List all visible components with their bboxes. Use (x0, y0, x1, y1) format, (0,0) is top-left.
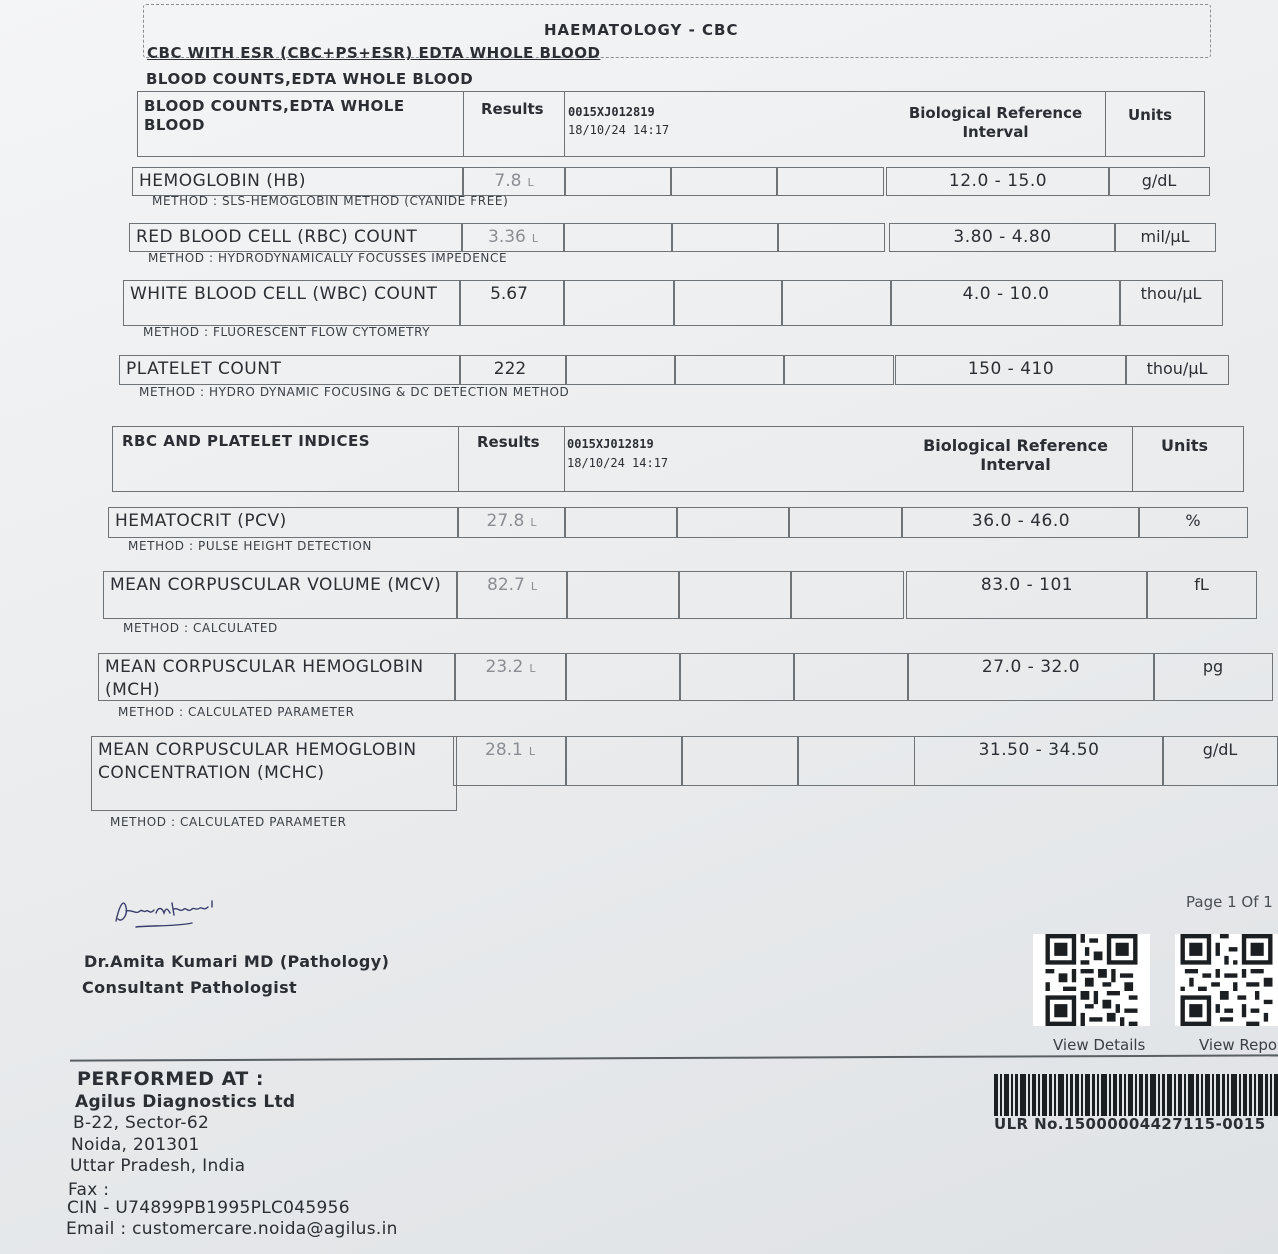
table-row (108, 507, 1248, 538)
unit: mil/µL (1114, 223, 1216, 252)
method-text: METHOD : CALCULATED (123, 621, 278, 635)
result-value: 222 (459, 355, 567, 385)
empty-cell (563, 223, 673, 252)
reference-interval: 27.0 - 32.0 (907, 653, 1155, 701)
lab-name: Agilus Diagnostics Ltd (75, 1092, 296, 1112)
reference-interval: 83.0 - 101 (906, 571, 1148, 619)
fax-line: Fax : (68, 1180, 110, 1200)
table1-header-units: Units (1128, 106, 1173, 124)
reference-interval: 150 - 410 (895, 355, 1127, 385)
test-name: WHITE BLOOD CELL (WBC) COUNT (123, 280, 461, 326)
table-row (129, 223, 1216, 252)
table-row (132, 167, 1212, 196)
doctor-role: Consultant Pathologist (82, 978, 298, 997)
unit: fL (1146, 571, 1257, 619)
result-value: 5.67 (459, 280, 565, 326)
table2-header-name: RBC AND PLATELET INDICES (122, 432, 371, 450)
test-name: PLATELET COUNT (119, 355, 461, 385)
table2-header-units: Units (1161, 436, 1209, 455)
result-value: 3.36 L (461, 223, 565, 252)
page-number: Page 1 Of 1 (1186, 893, 1273, 911)
empty-cell (565, 736, 683, 786)
doctor-name: Dr.Amita Kumari MD (Pathology) (84, 952, 390, 971)
method-text: METHOD : HYDRODYNAMICALLY FOCUSSES IMPEDENCE (148, 251, 508, 265)
empty-cell (781, 280, 891, 326)
empty-cell (777, 223, 885, 252)
table1-header-results: Results (481, 100, 544, 118)
section-title: HAEMATOLOGY - CBC (544, 21, 739, 39)
reference-interval: 4.0 - 10.0 (891, 280, 1121, 326)
empty-cell (793, 653, 909, 701)
test-name: HEMOGLOBIN (HB) (132, 167, 464, 196)
empty-cell (670, 167, 778, 196)
unit: pg (1153, 653, 1273, 701)
footer-divider (70, 1054, 1278, 1061)
reference-interval: 3.80 - 4.80 (889, 223, 1116, 252)
unit: g/dL (1108, 167, 1210, 196)
empty-cell (790, 571, 904, 619)
unit: g/dL (1162, 736, 1278, 786)
barcode-image (994, 1074, 1278, 1116)
unit: % (1138, 507, 1248, 538)
address-line-1: B-22, Sector-62 (73, 1113, 210, 1133)
table2-sample-id: 0015XJ012819 (567, 437, 654, 451)
table-row (103, 571, 1257, 619)
qr-code-view-report[interactable] (1175, 934, 1278, 1026)
result-value: 82.7 L (456, 571, 568, 619)
empty-cell (681, 736, 799, 786)
table2-header (112, 426, 1244, 492)
empty-cell (783, 355, 894, 385)
table2-sample-date: 18/10/24 14:17 (567, 456, 669, 470)
reference-interval: 31.50 - 34.50 (914, 736, 1164, 786)
method-text: METHOD : SLS-HEMOGLOBIN METHOD (CYANIDE FREE) (152, 194, 509, 208)
test-title: CBC WITH ESR (CBC+PS+ESR) EDTA WHOLE BLOOD (147, 44, 601, 62)
empty-cell (564, 507, 678, 538)
qr-caption-view-details[interactable]: View Details (1053, 1036, 1146, 1054)
test-name: MEAN CORPUSCULAR HEMOGLOBIN (MCH) (98, 653, 456, 701)
result-value: 28.1 L (453, 736, 567, 786)
empty-cell (566, 571, 680, 619)
table-row (91, 736, 1278, 811)
qr-caption-view-report[interactable]: View Repo (1199, 1036, 1278, 1054)
empty-cell (565, 653, 681, 701)
table1-header (137, 91, 1205, 157)
unit: thou/µL (1125, 355, 1229, 385)
empty-cell (797, 736, 915, 786)
empty-cell (673, 280, 783, 326)
method-text: METHOD : PULSE HEIGHT DETECTION (128, 539, 372, 553)
table-row (98, 653, 1273, 701)
empty-cell (671, 223, 779, 252)
sub-title: BLOOD COUNTS,EDTA WHOLE BLOOD (146, 70, 474, 88)
empty-cell (674, 355, 785, 385)
empty-cell (678, 571, 792, 619)
reference-interval: 12.0 - 15.0 (886, 167, 1110, 196)
table-row (119, 355, 1229, 385)
empty-cell (565, 355, 676, 385)
address-line-2: Noida, 201301 (71, 1135, 200, 1155)
empty-cell (563, 280, 675, 326)
test-name: MEAN CORPUSCULAR HEMOGLOBIN CONCENTRATION (MCHC) (91, 736, 457, 811)
empty-cell (676, 507, 790, 538)
cin-line: CIN - U74899PB1995PLC045956 (67, 1198, 350, 1218)
empty-cell (679, 653, 795, 701)
ulr-number: ULR No.15000004427115-0015 (994, 1115, 1266, 1133)
table1-sample-date: 18/10/24 14:17 (568, 123, 670, 137)
test-name: RED BLOOD CELL (RBC) COUNT (129, 223, 463, 252)
table-row (123, 280, 1224, 326)
table1-sample-id: 0015XJ012819 (568, 105, 655, 119)
empty-cell (564, 167, 672, 196)
unit: thou/µL (1119, 280, 1223, 326)
result-value: 23.2 L (454, 653, 567, 701)
method-text: METHOD : FLUORESCENT FLOW CYTOMETRY (143, 325, 431, 339)
performed-at-heading: PERFORMED AT : (77, 1068, 264, 1090)
qr-code-view-details[interactable] (1033, 934, 1150, 1026)
address-line-3: Uttar Pradesh, India (70, 1156, 246, 1176)
table1-header-name: BLOOD COUNTS,EDTA WHOLE BLOOD (144, 97, 405, 134)
test-name: HEMATOCRIT (PCV) (108, 507, 459, 538)
method-text: METHOD : CALCULATED PARAMETER (110, 815, 347, 829)
method-text: METHOD : HYDRO DYNAMIC FOCUSING & DC DETECTION METHOD (139, 385, 570, 399)
table2-header-results: Results (477, 433, 540, 451)
empty-cell (788, 507, 902, 538)
result-value: 27.8 L (457, 507, 566, 538)
test-name: MEAN CORPUSCULAR VOLUME (MCV) (103, 571, 458, 619)
signature-image (112, 893, 232, 933)
empty-cell (776, 167, 884, 196)
method-text: METHOD : CALCULATED PARAMETER (118, 705, 355, 719)
result-value: 7.8 L (462, 167, 566, 196)
reference-interval: 36.0 - 46.0 (902, 507, 1140, 538)
email-line: Email : customercare.noida@agilus.in (66, 1219, 398, 1239)
table2-header-ref: Biological Reference Interval (923, 436, 1108, 474)
table1-header-ref: Biological Reference Interval (908, 104, 1083, 141)
